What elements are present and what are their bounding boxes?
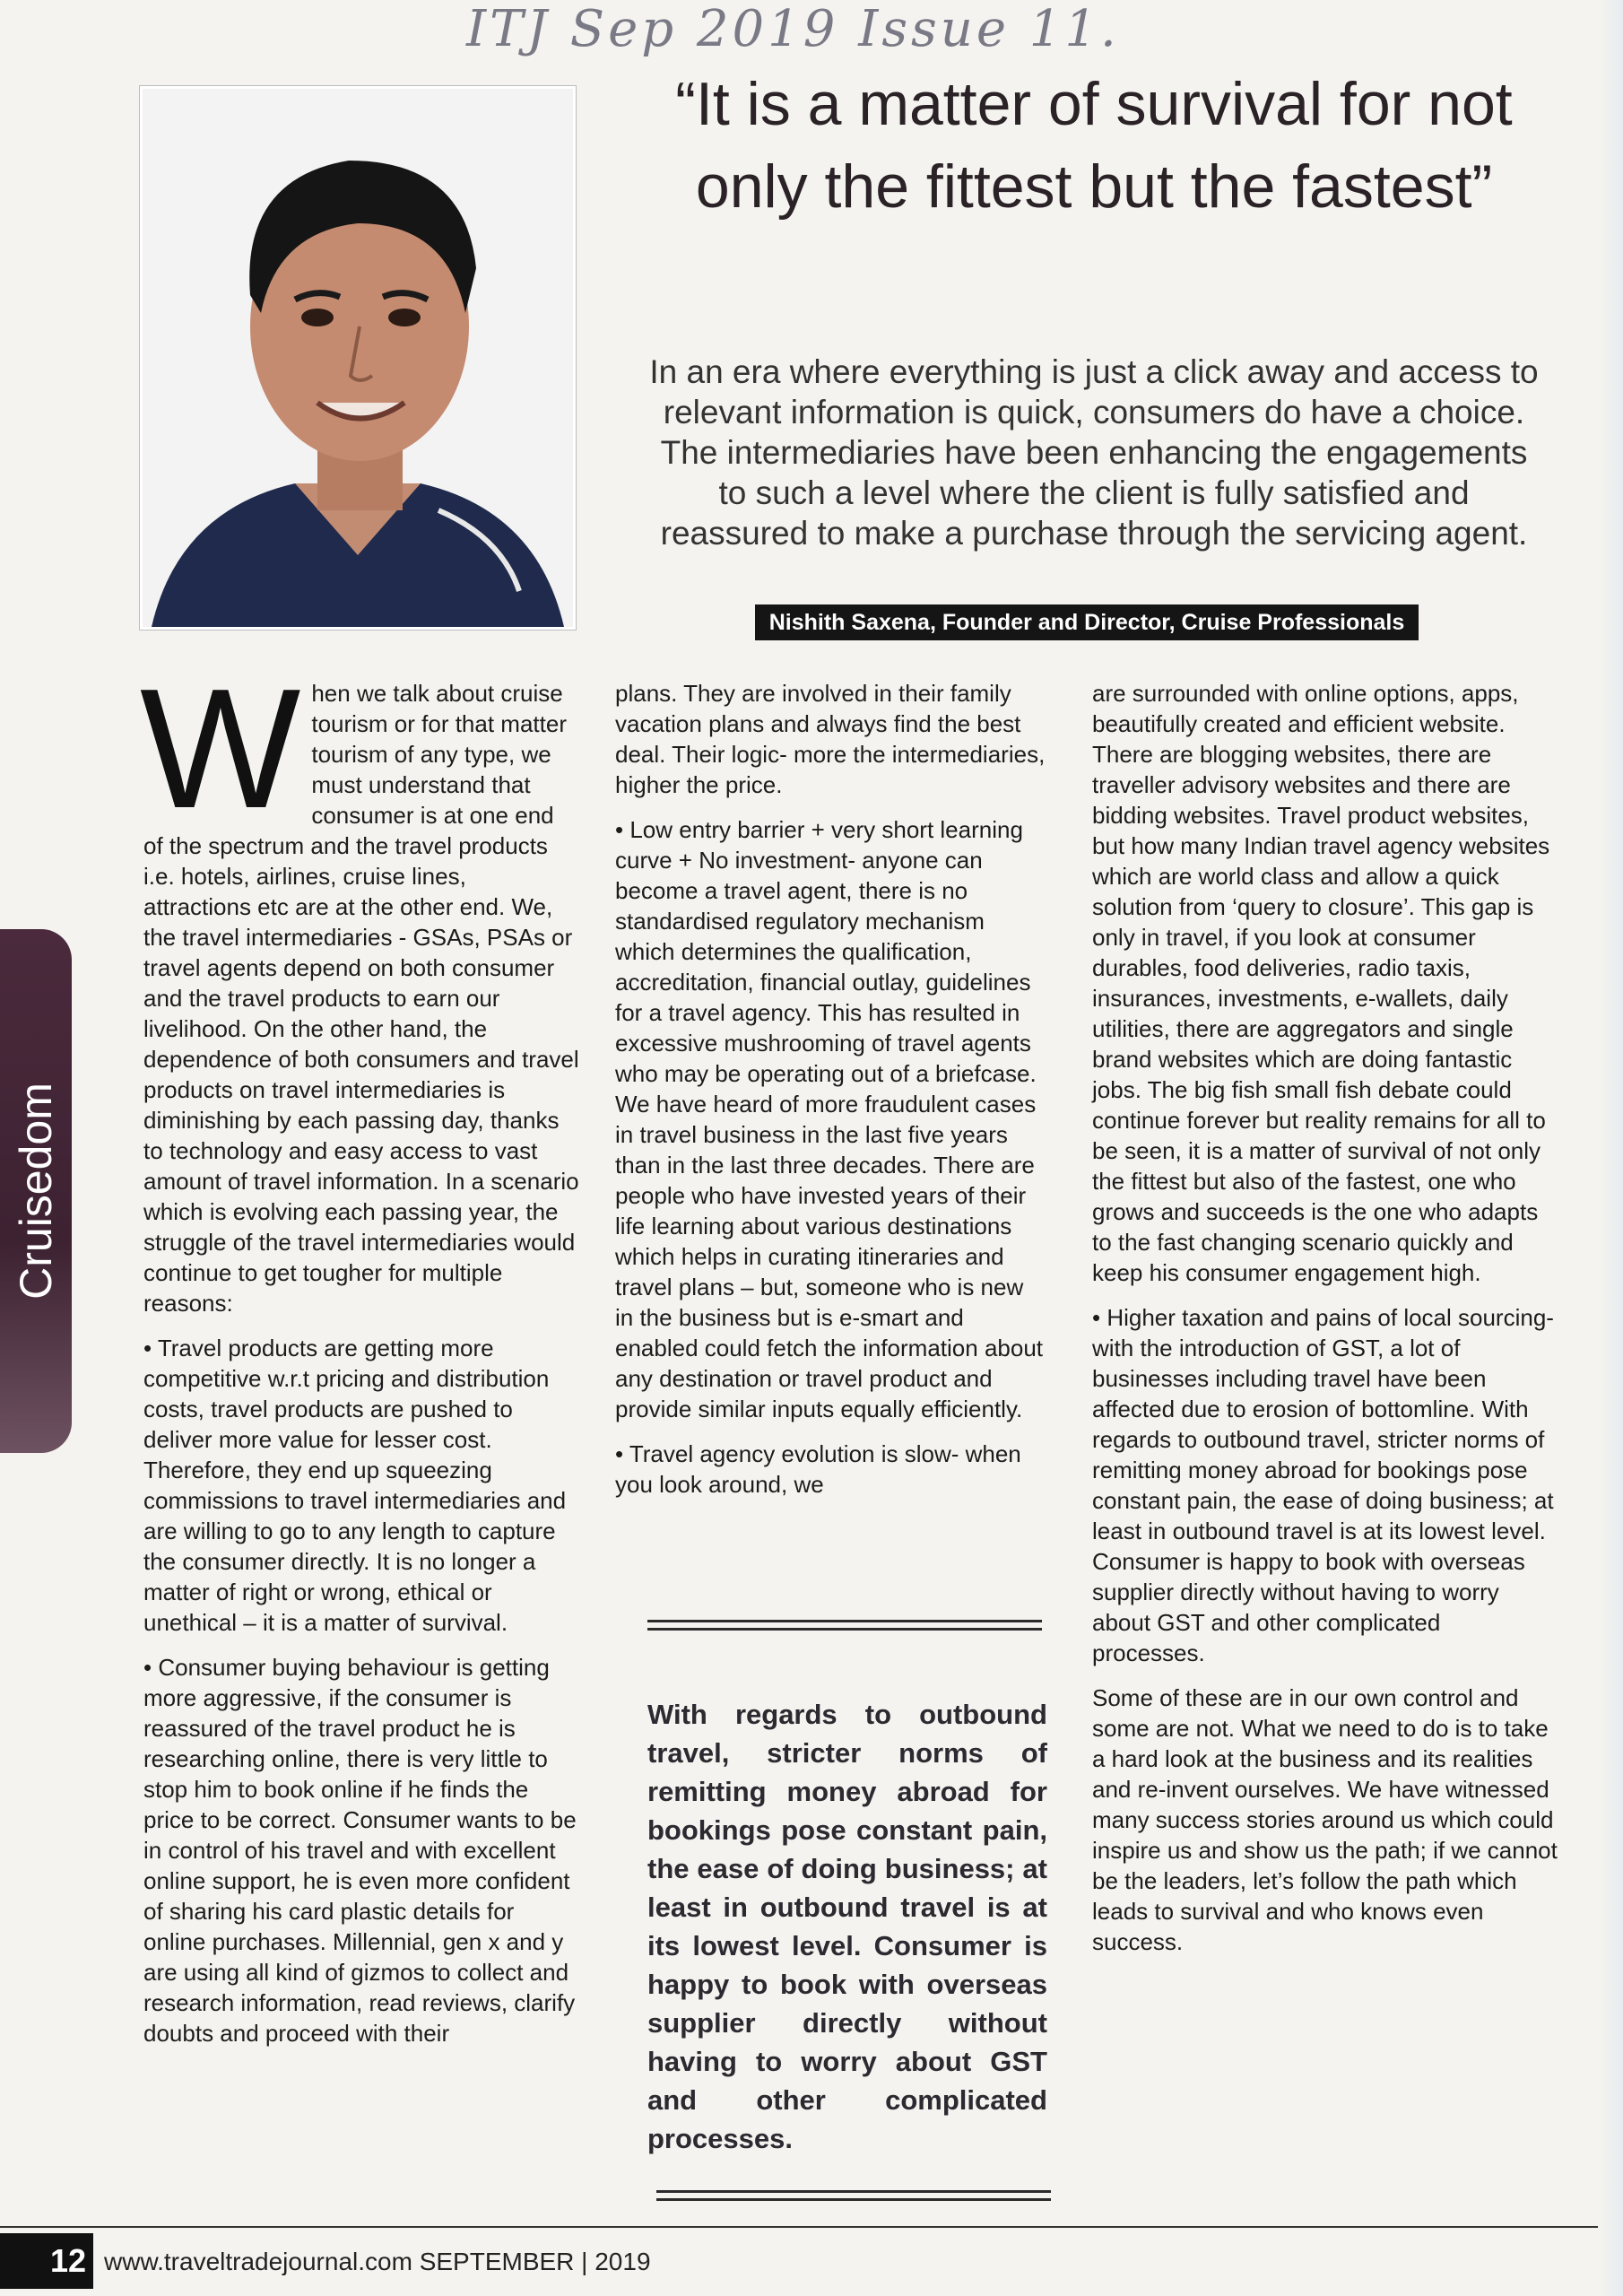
footer-text: www.traveltradejournal.com SEPTEMBER | 2019 [104,2248,651,2275]
bullet-paragraph: • Higher taxation and pains of local sourcing- with the introduction of GST, a lot of businesses including travel have been affected due to erosion of bottomline. With regards to outbound travel, stricter norms of remitting money abroad for bookings pose constant pain, the ease of doing business; at least in outbound travel is at its lowest level. Consumer is happy to book with overseas supplier directly without having to worry about GST and other complicated processes. [1092,1304,1554,1666]
body-paragraph: plans. They are involved in their family vacation plans and always find the best deal. Their logic- more the intermediaries, higher the price. [615,680,1046,798]
handwritten-annotation: ITJ Sep 2019 Issue 11. [466,0,1120,58]
body-paragraph: are surrounded with online options, apps, beautifully created and efficient website. There are blogging websites, there are traveller advisory websites and there are bidding websites. Travel product websites, but how many Indian travel agency websites which are world class and allow a quick solution from ‘query to closure’. This gap is only in travel, if you look at consumer durables, food deliveries, radio taxis, insurances, investments, e-wallets, daily utilities, there are aggregators and single brand websites which are doing fantastic jobs. The big fish small fish debate could continue forever but reality remains for all to be seen, it is a matter of survival of not only the fittest but also of the fastest, one who grows and succeeds is the one who adapts to the fast changing scenario quickly and keep his consumer engagement high. [1092,680,1550,1286]
footer-divider [0,2226,1623,2228]
article-column-3 [1092,678,1558,1971]
headline: “It is a matter of survival for not only the fittest but the fastest” [675,70,1513,221]
pullquote-rule-top [647,1620,1042,1631]
pullquote-rule-bottom [656,2190,1051,2201]
bullet-paragraph: • Travel products are getting more competitive w.r.t pricing and distribution costs, travel products are pushed to deliver more value for lesser cost. Therefore, they end up squeezing commissions to travel intermediaries and are willing to go to any length to capture the consumer directly. It is no longer a matter of right or wrong, ethical or unethical – it is a matter of survival. [143,1335,567,1636]
section-tab [0,929,72,1453]
author-byline: Nishith Saxena, Founder and Director, Cruise Professionals [755,604,1419,640]
pull-quote: With regards to outbound travel, stricter norms of remitting money abroad for bookings pose constant pain, the ease of doing business; at least in outbound travel is at its lowest level. Consumer is happy to book with overseas supplier directly without having to worry about GST and other complicated processes. [647,1699,1047,2154]
bullet-paragraph: • Low entry barrier + very short learning curve + No investment- anyone can become a travel agent, there is no standardised regulatory mechanism which determines the qualification, accreditation, financial outlay, guidelines for a travel agency. This has resulted in excessive mushrooming of travel agents who may be operating out of a briefcase. We have heard of more fraudulent cases in travel business in the last five years than in the last three decades. There are people who have invested years of their life learning about various destinations which helps in curating itineraries and travel plans – but, someone who is new in the business but is e-smart and enabled could fetch the information about any destination or travel product and provide similar inputs equally efficiently. [615,816,1044,1422]
page-number: 12 [0,2233,93,2289]
opening-paragraph-text: hen we talk about cruise tourism or for that matter tourism of any type, we must understand that consumer is at one end of the spectrum and the travel products i.e. hotels, airlines, cruise lines, attractions etc are at the other end. We, the travel intermediaries - GSAs, PSAs or travel agents depend on both consumer and the travel products to earn our livelihood. On the other hand, the dependence of both consumers and travel products on travel intermediaries is diminishing by each passing day, thanks to technology and easy access to vast amount of travel information. In a scenario which is evolving each passing year, the struggle of the travel intermediaries would continue to get tougher for multiple reasons: [143,680,579,1317]
bullet-paragraph: • Travel agency evolution is slow- when you look around, we [615,1440,1021,1498]
bullet-paragraph: • Consumer buying behaviour is getting more aggressive, if the consumer is reassured of the travel product he is researching online, there is very little to stop him to book online if he finds the price to be correct. Consumer wants to be in control of his travel and with excellent online support, he is even more confident of sharing his card plastic details for online purchases. Millennial, gen x and y are using all kind of gizmos to collect and research information, read reviews, clarify doubts and proceed with their [143,1654,577,2047]
page-edge [1598,0,1623,2296]
author-photo [140,86,576,630]
article-column-1 [140,654,579,2063]
article-column-2 [615,678,1046,1514]
closing-paragraph: Some of these are in our own control and some are not. What we need to do is to take a hard look at the business and its realities and re-invent ourselves. We have witnessed many success stories around us which could inspire us and show us the path; if we cannot be the leaders, let’s follow the path which leads to survival and who knows even success. [1092,1684,1558,1955]
section-tab-label: Cruisedom [11,1083,61,1300]
portrait-image [143,89,573,627]
intro-paragraph: In an era where everything is just a click away and access to relevant information is quick, consumers do have a choice. The intermediaries have been enhancing the engagements to such a level where the client is fully satisfied and reassured to make a purchase through the servicing agent. [649,353,1539,552]
opening-paragraph [140,654,579,1318]
drop-cap: W [140,654,301,844]
